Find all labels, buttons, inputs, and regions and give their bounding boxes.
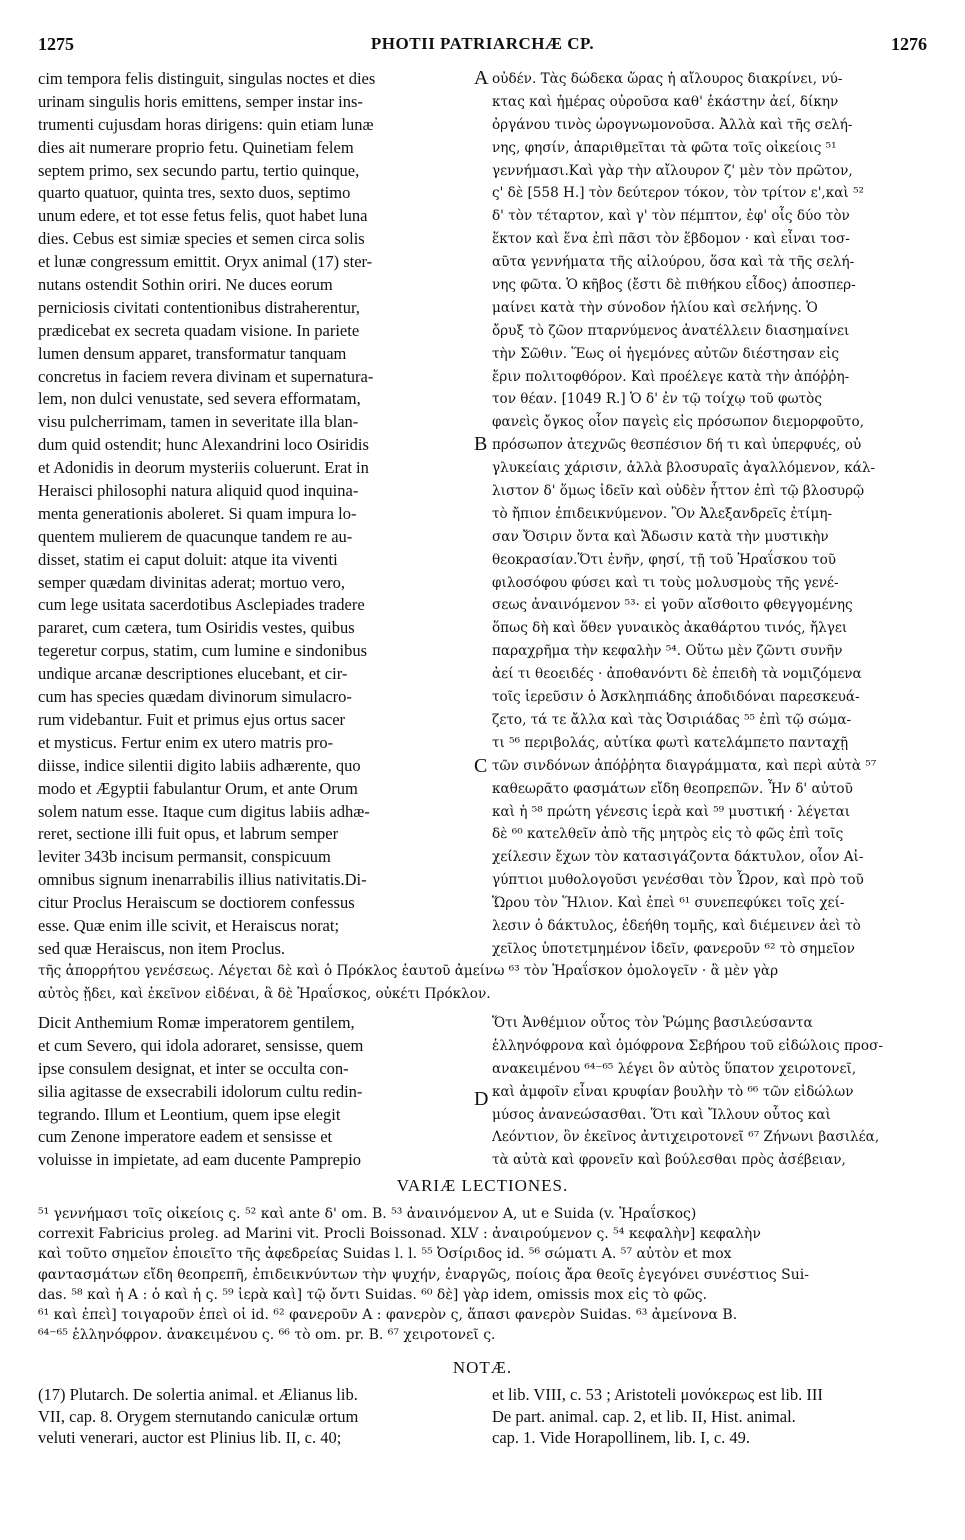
text-line: Λεόντιον, ὃν ἐκεῖνος ἀντιχειροτονεῖ ⁶⁷ Ζήνωνι βασιλέα, xyxy=(492,1129,880,1146)
text-line: quentem mulierem de quacunque tandem re au- xyxy=(38,526,353,546)
text-line: καὶ ἡ ⁵⁸ πρώτη γένεσις ἱερὰ καὶ ⁵⁹ μυστική · λέγεται xyxy=(492,803,851,820)
text-line: φιλοσόφου φύσει καὶ τι τοὺς μολυσμοὺς τῆς γενέ- xyxy=(492,574,839,591)
variant-line: das. ⁵⁸ καὶ ἡ A : ὁ καὶ ἡ ς. ⁵⁹ ἱερὰ καὶ] τῷ ὄντι Suidas. ⁶⁰ δὲ] γὰρ idem, omissis mox εἰς τὸ φῶς. xyxy=(38,1286,708,1303)
left-page-number: 1275 xyxy=(38,34,74,54)
text-line: γεννήμασι.Καὶ γὰρ τὴν αἴλουρον ζ' μὲν τὸν πρῶτον, xyxy=(492,162,853,179)
text-line: ζετο, τά τε ἄλλα καὶ τὰς Ὀσιριάδας ⁵⁵ ἐπὶ τῷ σώμα- xyxy=(492,711,852,728)
text-line: τοῖς ἱερεῦσιν ὁ Ἀσκληπιάδης ἀποδιδόναι παρεσκευά- xyxy=(492,689,860,706)
margin-mark-a: A xyxy=(474,67,489,89)
text-line: leviter 343b incisum permansit, conspicuum xyxy=(38,847,331,867)
text-line: χεῖλος ὑποτετμημένον ἰδεῖν, φανεροῦν ⁶² τὸ σημεῖον xyxy=(492,940,855,957)
latin-column-top xyxy=(38,68,472,961)
text-line: δ' τὸν τέταρτον, καὶ γ' τὸν πέμπτον, ἐφ' οἷς δύο τὸν xyxy=(492,208,850,225)
text-line: voluisse in impietate, ad eam ducente Pamprepio xyxy=(38,1150,362,1170)
running-title: PHOTII PATRIARCHÆ CP. xyxy=(370,34,595,53)
text-line: tegrando. Illum et Leontium, quem ipse elegit xyxy=(38,1104,341,1124)
text-line: τον θέαν. [1049 R.] Ὁ δ' ἐν τῷ τοίχῳ τοῦ φωτὸς xyxy=(492,391,822,408)
text-line: ἀεί τι θεοειδές · ἀποθανόντι δὲ ἐπειδὴ τὰ νομιζόμενα xyxy=(492,666,862,683)
note-line: De part. animal. cap. 2, et lib. II, Hist. animal. xyxy=(492,1406,796,1426)
text-line: cum lege usitata sacerdotibus Asclepiades tradere xyxy=(38,595,365,615)
text-line: lem, non dulci venustate, sed severa efformatam, xyxy=(38,389,361,409)
text-line: τὴν Σῶθιν. Ἕως οἱ ἡγεμόνες αὐτῶν διέστησαν εἰς xyxy=(492,345,840,362)
text-line: dies ait numerare proprio fetu. Quinetiam felem xyxy=(38,137,354,157)
text-line: rum videbantur. Fuit et primus ejus ortus sacer xyxy=(38,709,346,729)
text-line: τι ⁵⁶ περιβολάς, αὐτίκα φωτὶ κατελάμπετο πανταχῇ xyxy=(492,734,849,751)
variant-line: καὶ τοῦτο σημεῖον ἐποιεῖτο τῆς ἀφεδρείας Suidas l. l. ⁵⁵ Ὀσίριδος id. ⁵⁶ σώματι A. ⁵⁷ αὐτὸν et mox xyxy=(38,1246,732,1263)
text-line: unum edere, et tot esse fetus felis, quot habet luna xyxy=(38,206,368,226)
text-line: Ὅτι Ἀνθέμιον οὗτος τὸν Ῥώμης βασιλεύσαντα xyxy=(492,1015,813,1031)
text-line: γλυκείαις χάρισιν, ἀλλὰ βλοσυραῖς ἀγαλλόμενον, κάλ- xyxy=(492,460,876,477)
note-line: veluti venerari, auctor est Plinius lib. II, c. 40; xyxy=(38,1428,342,1447)
text-line: φανεὶς ὄγκος οἷον παγεὶς εἰς πρόσωπον διεμορφοῦτο, xyxy=(492,414,865,431)
text-line: diisse, indice silentii digito labiis adhærente, quo xyxy=(38,755,361,775)
variae-lectiones-heading: VARIÆ LECTIONES. xyxy=(396,1176,569,1195)
notae-heading: NOTÆ. xyxy=(452,1358,513,1377)
text-line: δὲ ⁶⁰ κατελθεῖν ἀπὸ τῆς μητρὸς εἰς τὸ φῶς ἐπὶ τοῖς xyxy=(492,826,844,843)
text-line: urinam singulis horis emittens, semper instar ins- xyxy=(38,91,363,111)
text-line: καθεωρᾶτο φασμάτων εἴδη θεοπρεπῶν. Ἦν δ' αὐτοῦ xyxy=(492,780,853,797)
text-line: τὸ ἤπιον ἐπιδεικνύμενον. Ὃν Ἀλεξανδρεῖς ἐτίμη- xyxy=(492,505,833,522)
text-line: esse. Quæ enim ille scivit, et Heraiscus norat; xyxy=(38,915,340,935)
text-line: σαν Ὄσιριν ὄντα καὶ Ἄδωσιν κατὰ τὴν μυστικὴν xyxy=(492,528,829,545)
greek-full-width xyxy=(38,960,930,1006)
text-line: perniciosis civitati contentionibus distraherentur, xyxy=(38,297,360,317)
text-line: sed quæ Heraiscus, non item Proclus. xyxy=(38,938,286,958)
text-line: citur Proclus Heraiscum se doctiorem confessus xyxy=(38,893,355,913)
text-line: πρόσωπον ἀτεχνῶς θεσπέσιον δή τι καὶ ὑπερφυές, οὐ xyxy=(492,437,862,454)
text-line: αὐτὸς ᾔδει, καὶ ἐκεῖνον εἰδέναι, ἃ δὲ Ἡραΐσκος, οὐκέτι Πρόκλον. xyxy=(38,985,491,1002)
text-line: pararet, cum cætera, tum Osiridis vestes, quibus xyxy=(38,618,355,638)
text-line: et mysticus. Fertur enim ex utero matris pro- xyxy=(38,732,334,752)
variant-line: ⁶⁴⁻⁶⁵ ἑλληνόφρον. ἀνακειμένου ς. ⁶⁶ τὸ om. pr. B. ⁶⁷ χειροτονεῖ ς. xyxy=(38,1327,496,1344)
text-line: θεοκρασίαν.Ὅτι ἐνῆν, φησί, τῇ τοῦ Ἡραΐσκου τοῦ xyxy=(492,551,837,568)
running-header xyxy=(38,34,927,58)
margin-mark-c: C xyxy=(474,755,488,777)
text-line: ἕκτον καὶ ἕνα ἐπὶ πᾶσι τὸν ἕβδομον · καὶ εἶναι τοσ- xyxy=(492,231,850,248)
text-line: χείλεσιν ἔχων τὸν κατασιγάζοντα δάκτυλον, οἷον Αἰ- xyxy=(492,849,864,866)
text-line: nutans ostendit Sothin oriri. Ne duces eorum xyxy=(38,275,333,295)
text-line: dies. Cebus est simiæ species et semen circa solis xyxy=(38,229,365,249)
text-line: μαίνει κατὰ τὴν σύνοδον ἡλίου καὶ σελήνης. Ὁ xyxy=(492,299,818,316)
margin-mark-b: B xyxy=(474,433,488,455)
text-line: menta generationis aboleret. Si quam impura lo- xyxy=(38,503,357,523)
text-line: καὶ ἀμφοῖν εἶναι κρυφίαν βουλὴν τὸ ⁶⁶ τῶν εἰδώλων xyxy=(492,1083,854,1100)
text-line: τῶν σινδόνων ἀπόῤῥητα διαγράμματα, καὶ περὶ αὐτὰ ⁵⁷ xyxy=(492,757,877,774)
text-line: τῆς ἀπορρήτου γενέσεως. Λέγεται δὲ καὶ ὁ Πρόκλος ἑαυτοῦ ἀμείνω ⁶³ τὸν Ἡραΐσκον ὁμολογεῖν · ἃ μὲν γὰρ xyxy=(38,963,779,979)
text-line: παραχρῆμα τὴν κεφαλὴν ⁵⁴. Οὕτω μὲν ζῶντι συνῆν xyxy=(492,643,843,660)
text-line: silia agitasse de exsecrabili idolorum cultu redin- xyxy=(38,1081,363,1101)
greek-column-bottom xyxy=(492,1012,929,1172)
text-line: σεως ἀναινόμενον ⁵³· εἰ γοῦν αἴσθοιτο φθεγγομένης xyxy=(492,597,853,614)
text-line: semper quædam divinitas aderat; mortuo vero, xyxy=(38,572,346,592)
text-line: solem natum esse. Itaque cum digitus labiis adhæ- xyxy=(38,801,370,821)
text-line: lumen densum apparet, transformatur tanquam xyxy=(38,343,347,363)
text-line: ὅπως δὴ καὶ ὅθεν γυναικὸς ἀκαθάρτου τινός, ἤλγει xyxy=(492,620,848,637)
text-line: et lunæ congressum emittit. Oryx animal (17) ster- xyxy=(38,252,373,272)
variant-line: ⁶¹ καὶ ἐπεὶ] τοιγαροῦν ἐπεὶ οἱ id. ⁶² φανεροῦν A : φανερὸν ς, ἅπασι φανερὸν Suidas. ⁶³ ἀμείνονα B. xyxy=(38,1306,738,1323)
text-line: ς' δὲ [558 H.] τὸν δεύτερον τόκον, τὸν τρίτον ε',καὶ ⁵² xyxy=(492,185,864,202)
text-line: Ὥρου τὸν Ἥλιον. Καὶ ἐπεὶ ⁶¹ συνεπεφύκει τοῖς χεί- xyxy=(492,895,845,912)
text-line: οὐδέν. Τὰς δώδεκα ὥρας ἡ αἴλουρος διακρίνει, νύ- xyxy=(492,71,843,87)
note-line: et lib. VIII, c. 53 ; Aristoteli μονόκερως est lib. III xyxy=(492,1385,823,1404)
text-line: reret, sectione illi fuit opus, et labrum semper xyxy=(38,824,339,844)
text-line: Heraisci philosophi natura aliquid quod inquina- xyxy=(38,481,359,501)
text-line: trumenti cujusdam horas dirigens: quin etiam lunæ xyxy=(38,114,374,134)
latin-column-bottom xyxy=(38,1012,472,1172)
variant-line: correxit Fabricius proleg. ad Marini vit. Procli Boissonad. XLV : ἀναιρούμενον ς. ⁵⁴ κεφαλὴν] κεφαλὴν xyxy=(38,1226,761,1243)
variant-line: φαντασμάτων εἴδη θεοπρεπῆ, ἐπιδεικνύντων τὴν ψυχήν, ἐναργῶς, ποίοις ἄρα θεοῖς ἐγεγόνει συνέστιος Sui- xyxy=(38,1266,809,1283)
notae-right-column xyxy=(492,1384,932,1449)
text-line: λιστον δ' ὅμως ἰδεῖν καὶ οὐδὲν ἧττον ἐπὶ τῷ βλοσυρῷ xyxy=(492,483,865,500)
text-line: cim tempora felis distinguit, singulas noctes et dies xyxy=(38,69,376,88)
text-line: ipse consulem designat, et inter se occulta con- xyxy=(38,1058,349,1078)
text-line: νης φῶτα. Ὁ κῆβος (ἔστι δὲ πιθήκου εἶδος) ἀποσπερ- xyxy=(492,277,856,294)
variae-lectiones xyxy=(38,1204,929,1345)
text-line: κτας καὶ ἡμέρας οὐροῦσα καθ' ἑκάστην ἀεί, δίκην xyxy=(492,93,839,110)
text-line: prædicebat ex secreta quadam visione. In pariete xyxy=(38,320,360,340)
text-line: ἑλληνόφρονα καὶ ὁμόφρονα Σεβήρου τοῦ εἰδώλοις προσ- xyxy=(492,1037,883,1054)
text-line: et cum Severo, qui idola adoraret, sensisse, quem xyxy=(38,1035,364,1055)
text-line: αῦτα γεννήματα τῆς αἰλούρου, ὅσα καὶ τὰ τῆς σελή- xyxy=(492,254,855,271)
text-line: Dicit Anthemium Romæ imperatorem gentilem, xyxy=(38,1013,355,1032)
variant-line: ⁵¹ γεννήμασι τοῖς οἰκείοις ς. ⁵² καὶ ante δ' om. B. ⁵³ ἀναινόμενον A, ut e Suida (v. Ἡραΐσκος) xyxy=(38,1206,697,1222)
text-line: quarto quatuor, quinta tres, sexto duos, septimo xyxy=(38,183,351,203)
note-line: cap. 1. Vide Horapollinem, lib. I, c. 49. xyxy=(492,1428,751,1447)
text-line: et Adonidis in deorum mysteriis coluerunt. Erat in xyxy=(38,458,369,478)
greek-column-top xyxy=(492,68,929,961)
right-page-number: 1276 xyxy=(891,34,927,54)
text-line: concretus in faciem revera divinam et supernatura- xyxy=(38,366,374,386)
text-line: τὰ αὐτὰ καὶ φρονεῖν καὶ βούλεσθαι πρὸς ἀσέβειαν, xyxy=(492,1152,846,1169)
text-line: cum Zenone imperatore eadem et sensisse et xyxy=(38,1127,333,1147)
text-line: νης, φησίν, ἀπαριθμεῖται τὰ φῶτα τοῖς οἰκείοις ⁵¹ xyxy=(492,139,837,156)
text-line: undique arcanæ descriptiones elucebant, et cir- xyxy=(38,664,348,684)
margin-mark-d: D xyxy=(474,1088,489,1110)
note-line: (17) Plutarch. De solertia animal. et Ælianus lib. xyxy=(38,1385,358,1404)
text-line: ανακειμένου ⁶⁴⁻⁶⁵ λέγει ὃν αὐτὸς ὕπατον χειροτονεῖ, xyxy=(492,1060,857,1077)
text-line: visu pulcherrimam, tamen in severitate illa blan- xyxy=(38,412,359,432)
text-line: omnibus signum inenarrabilis illius nativitatis.Di- xyxy=(38,870,367,890)
text-line: ὀργάνου τινὸς ὡρογνωμονοῦσα. Ἀλλὰ καὶ τῆς σελή- xyxy=(492,116,853,133)
note-line: VII, cap. 8. Orygem sternutando caniculæ ortum xyxy=(38,1406,359,1426)
text-line: γύπτιοι μυθολογοῦσι γενέσθαι τὸν Ὧρον, καὶ πρὸ τοῦ xyxy=(492,872,864,889)
text-line: dum quid ostendit; hunc Alexandrini loco Osiridis xyxy=(38,435,369,455)
text-line: disset, statim ei caput doluit: atque ita viventi xyxy=(38,549,338,569)
text-line: ἔριν πολιτοφθόρον. Καὶ προέλεγε κατὰ τὴν ἀπόῤῥη- xyxy=(492,368,850,385)
text-line: ὄρυξ τὸ ζῶον πταρνύμενος ἀνατέλλειν διασημαίνει xyxy=(492,322,850,339)
notae-left-column xyxy=(38,1384,478,1449)
text-line: septem primo, sex secundo partu, tertio quinque, xyxy=(38,160,360,180)
text-line: cum has species quædam divinorum simulacro- xyxy=(38,687,352,707)
text-line: λεσιν ὁ δάκτυλος, ἐδεήθη τομῆς, καὶ διέμεινεν ἀεὶ τὸ xyxy=(492,917,861,934)
text-line: μύσος ἀνανεώσασθαι. Ὅτι καὶ Ἴλλουν οὗτος καὶ xyxy=(492,1106,831,1123)
text-line: modo et Ægyptii fabulantur Orum, et ante Orum xyxy=(38,778,358,798)
text-line: tegeretur corpus, statim, cum lumine e sindonibus xyxy=(38,641,368,661)
